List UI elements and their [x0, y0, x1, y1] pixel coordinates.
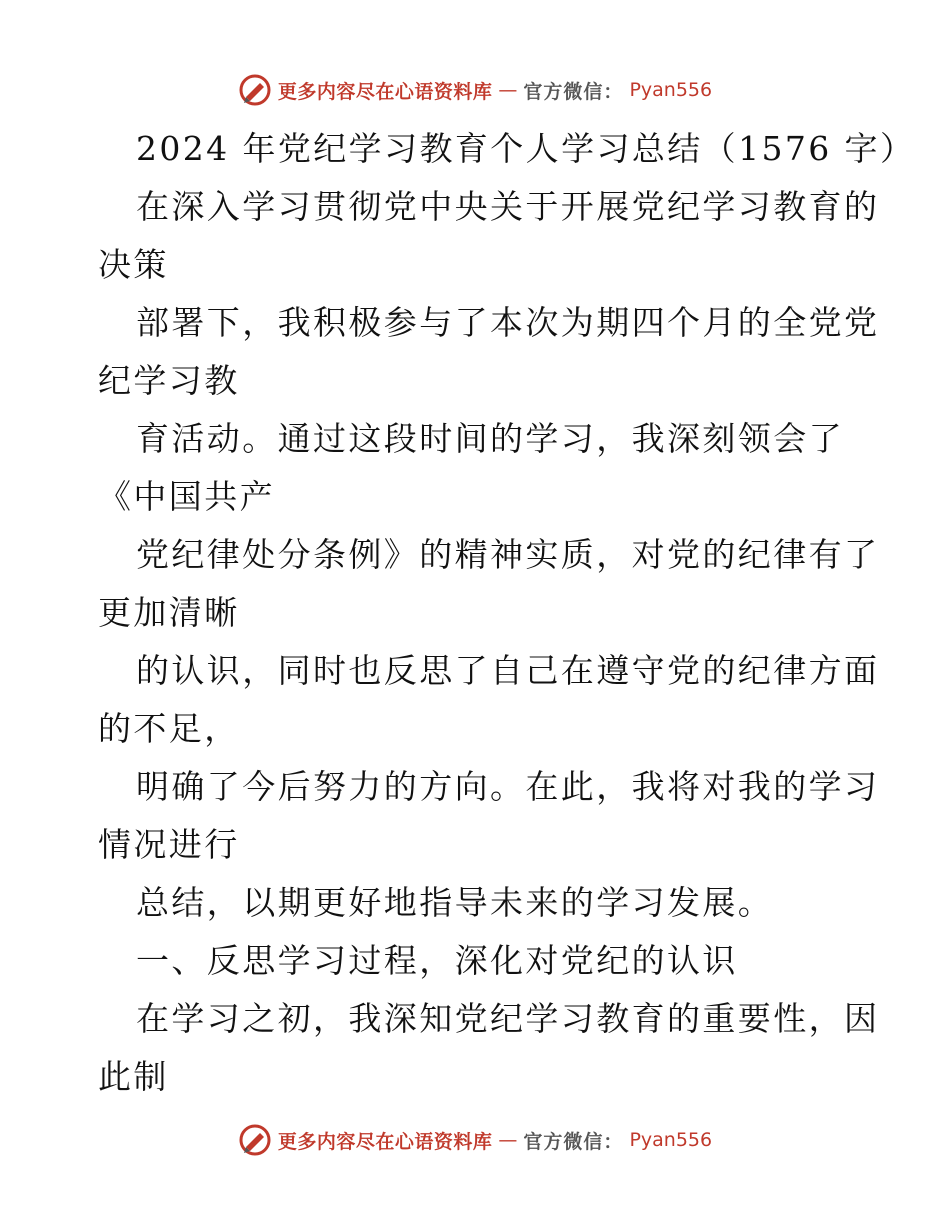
footer-dash: — — [498, 1129, 518, 1151]
header-wechat-label: 官方微信： — [523, 80, 624, 103]
header-banner — [0, 70, 950, 110]
paragraph-line: 的认识，同时也反思了自己在遵守党的纪律方面 — [136, 651, 880, 690]
paragraph-line: 育活动。通过这段时间的学习，我深刻领会了 — [136, 419, 844, 458]
header-dash: — — [498, 79, 518, 101]
section-heading: 一、反思学习过程，深化对党纪的认识 — [136, 941, 738, 980]
paragraph-line: 党纪律处分条例》的精神实质，对党的纪律有了 — [136, 535, 880, 574]
paragraph-line: 部署下，我积极参与了本次为期四个月的全党党 — [136, 303, 880, 342]
paragraph-line: 《中国共产 — [98, 477, 275, 516]
paragraph-line: 此制 — [98, 1057, 169, 1096]
header-brand-text: 更多内容尽在心语资料库 — [277, 80, 493, 103]
header-wechat-id: Pyan556 — [629, 79, 713, 101]
paragraph-line: 更加清晰 — [98, 593, 240, 632]
paragraph-line: 纪学习教 — [98, 361, 240, 400]
paragraph-line: 在学习之初，我深知党纪学习教育的重要性，因 — [136, 999, 880, 1038]
paragraph-line: 情况进行 — [98, 825, 240, 864]
document-body — [98, 120, 916, 1106]
pen-logo-icon — [238, 1123, 272, 1157]
paragraph-line: 明确了今后努力的方向。在此，我将对我的学习 — [136, 767, 880, 806]
footer-banner — [0, 1120, 950, 1160]
footer-brand-text: 更多内容尽在心语资料库 — [277, 1130, 493, 1153]
footer-wechat-label: 官方微信： — [523, 1130, 624, 1153]
footer-wechat-id: Pyan556 — [629, 1129, 713, 1151]
pen-logo-icon — [238, 73, 272, 107]
paragraph-line: 决策 — [98, 245, 169, 284]
document-title: 2024 年党纪学习教育个人学习总结（1576 字） — [136, 129, 916, 168]
paragraph-line: 总结，以期更好地指导未来的学习发展。 — [136, 883, 774, 922]
paragraph-line: 的不足， — [98, 709, 240, 748]
paragraph-line: 在深入学习贯彻党中央关于开展党纪学习教育的 — [136, 187, 880, 226]
